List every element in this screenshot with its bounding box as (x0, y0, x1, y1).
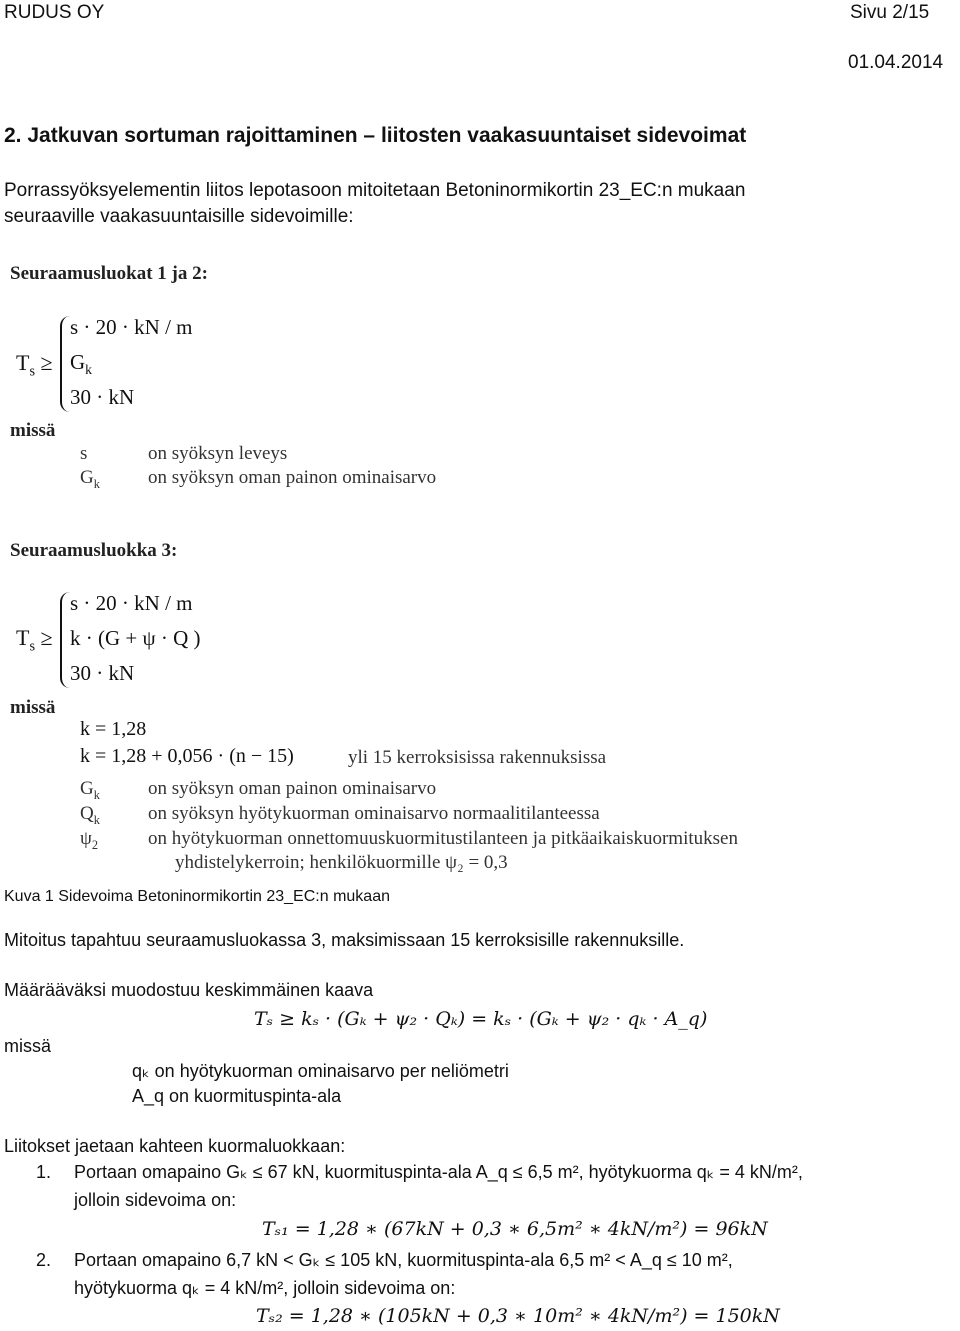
paragraph-maaraavaksi: Määrääväksi muodostuu keskimmäinen kaava (4, 980, 374, 1000)
k-value-2: k = 1,28 + 0,056 · (n − 15) (80, 745, 294, 767)
formula-ts2: Tₛ₂ = 1,28 ∗ (105kN + 0,3 ∗ 10m² ∗ 4kN/m²) = 150kN (256, 1305, 780, 1327)
def-text-s: on syöksyn leveys (148, 443, 288, 464)
option-1-2: $G_k$ (70, 350, 92, 378)
option-1-3: 30 · kN (70, 385, 135, 409)
definition-qk: qₖ on hyötykuorman ominaisarvo per neliömetri (132, 1061, 509, 1081)
company-name: RUDUS OY (4, 2, 105, 23)
missa-label: missä (4, 1036, 52, 1056)
list-item-1-line-1: Portaan omapaino Gₖ ≤ 67 kN, kuormituspinta-ala A_q ≤ 6,5 m², hyötykuorma qₖ = 4 kN/m², (74, 1162, 803, 1182)
document-date: 01.04.2014 (848, 52, 944, 73)
list-item-2-line-1: Portaan omapaino 6,7 kN < Gₖ ≤ 105 kN, kuormituspinta-ala 6,5 m² < A_q ≤ 10 m², (74, 1250, 733, 1270)
intro-line-1: Porrassyöksyelementin liitos lepotasoon mitoitetaan Betoninormikortin 23_EC:n mukaan (4, 180, 746, 201)
def-symbol-gk-2: $G_k$ (80, 778, 100, 802)
paragraph-mitoitus: Mitoitus tapahtuu seuraamusluokassa 3, maksimissaan 15 kerroksisille rakennuksille. (4, 930, 685, 950)
option-2-2: k · (G + ψ · Q ) (70, 626, 201, 650)
section-title: 2. Jatkuvan sortuman rajoittaminen – liitosten vaakasuuntaiset sidevoimat (4, 124, 747, 147)
figure-heading-1: Seuraamusluokat 1 ja 2: (10, 263, 208, 284)
list-item-1-number: 1. (36, 1162, 52, 1182)
option-1-1: s · 20 · kN / m (70, 315, 193, 339)
definition-aq: A_q on kuormituspinta-ala (132, 1086, 342, 1106)
figure-heading-2: Seuraamusluokka 3: (10, 540, 178, 561)
list-item-2-line-2: hyötykuorma qₖ = 4 kN/m², jolloin sidevoima on: (74, 1278, 456, 1298)
def-text-psi: on hyötykuorman onnettomuuskuormitustilanteen ja pitkäaikaiskuormituksen (148, 828, 738, 849)
def-symbol-qk: $Q_k$ (80, 803, 100, 827)
list-item-2-number: 2. (36, 1250, 52, 1270)
ts-lhs-1: $T_s$ ≥ (16, 350, 53, 380)
def-text-gk-2: on syöksyn oman painon ominaisarvo (148, 778, 437, 799)
option-2-1: s · 20 · kN / m (70, 591, 193, 615)
formula-ts1: Tₛ₁ = 1,28 ∗ (67kN + 0,3 ∗ 6,5m² ∗ 4kN/m²) = 96kN (262, 1218, 768, 1240)
page-number: Sivu 2/15 (850, 2, 930, 23)
def-symbol-gk: $G_k$ (80, 467, 100, 491)
option-2-3: 30 · kN (70, 661, 135, 685)
def-symbol-s: s (80, 443, 88, 464)
def-symbol-psi: $\psi_2$ (80, 828, 99, 852)
list-item-1-line-2: jolloin sidevoima on: (74, 1190, 237, 1210)
k-value-1: k = 1,28 (80, 718, 147, 740)
missa-1: missä (10, 420, 56, 441)
def-text-psi-2: yhdistelykerroin; henkilökuormille ψ₂ = 0,3 (175, 852, 508, 873)
figure-caption: Kuva 1 Sidevoima Betoninormikortin 23_EC:n mukaan (4, 888, 390, 905)
k-value-2-note: yli 15 kerroksisissa rakennuksissa (348, 747, 607, 768)
paragraph-liitokset: Liitokset jaetaan kahteen kuormaluokkaan: (4, 1136, 346, 1156)
intro-line-2: seuraaville vaakasuuntaisille sidevoimille: (4, 206, 354, 227)
def-text-qk: on syöksyn hyötykuorman ominaisarvo normaalitilanteessa (148, 803, 600, 824)
main-formula: Tₛ ≥ kₛ · (Gₖ + ψ₂ · Qₖ) = kₛ · (Gₖ + ψ₂ · qₖ · A_q) (254, 1008, 708, 1030)
missa-2: missä (10, 697, 56, 718)
ts-lhs-2: $T_s$ ≥ (16, 625, 53, 655)
def-text-gk: on syöksyn oman painon ominaisarvo (148, 467, 437, 488)
